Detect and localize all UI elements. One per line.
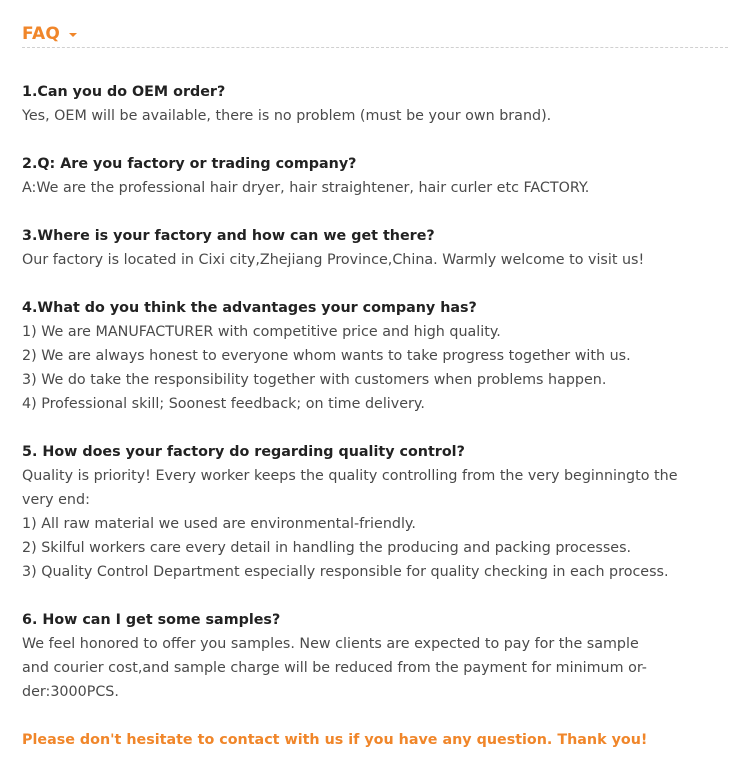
faq-list [22, 80, 728, 752]
caret-down-icon[interactable] [69, 33, 77, 37]
faq-answer-line: 2) Skilful workers care every detail in handling the producing and packing processes. [22, 540, 632, 556]
faq-answer-line: 3) Quality Control Department especially responsible for quality checking in each process. [22, 564, 669, 580]
closing-message: Please don't hesitate to contact with us if you have any question. Thank you! [22, 732, 648, 748]
faq-answer-line: Quality is priority! Every worker keeps the quality controlling from the very beginningto the [22, 468, 678, 484]
faq-answer-line: 3) We do take the responsibility together with customers when problems happen. [22, 372, 607, 388]
faq-item [22, 608, 728, 704]
faq-title: FAQ [22, 24, 61, 44]
faq-question: 3.Where is your factory and how can we get there? [22, 228, 435, 244]
faq-answer-line: 2) We are always honest to everyone whom wants to take progress together with us. [22, 348, 631, 364]
faq-answer-line: 1) We are MANUFACTURER with competitive price and high quality. [22, 324, 501, 340]
faq-answer-line: A:We are the professional hair dryer, hair straightener, hair curler etc FACTORY. [22, 180, 590, 196]
faq-item [22, 296, 728, 416]
faq-question: 5. How does your factory do regarding quality control? [22, 444, 465, 460]
faq-question: 2.Q: Are you factory or trading company? [22, 156, 357, 172]
faq-answer-line: very end: [22, 492, 90, 508]
faq-answer-line: Yes, OEM will be available, there is no problem (must be your own brand). [22, 108, 552, 124]
faq-item [22, 152, 728, 200]
faq-answer-line: 4) Professional skill; Soonest feedback; on time delivery. [22, 396, 425, 412]
faq-answer-line: We feel honored to offer you samples. New clients are expected to pay for the sample [22, 636, 639, 652]
faq-answer-line: Our factory is located in Cixi city,Zhejiang Province,China. Warmly welcome to visit us! [22, 252, 645, 268]
faq-question: 1.Can you do OEM order? [22, 84, 226, 100]
faq-question: 4.What do you think the advantages your company has? [22, 300, 477, 316]
faq-answer-line: 1) All raw material we used are environmental-friendly. [22, 516, 416, 532]
faq-answer-line: der:3000PCS. [22, 684, 119, 700]
faq-item [22, 80, 728, 128]
faq-answer-line: and courier cost,and sample charge will be reduced from the payment for minimum or- [22, 660, 647, 676]
faq-header[interactable] [22, 20, 77, 48]
dashed-divider [22, 47, 728, 48]
faq-item [22, 224, 728, 272]
faq-question: 6. How can I get some samples? [22, 612, 281, 628]
faq-item [22, 440, 728, 584]
